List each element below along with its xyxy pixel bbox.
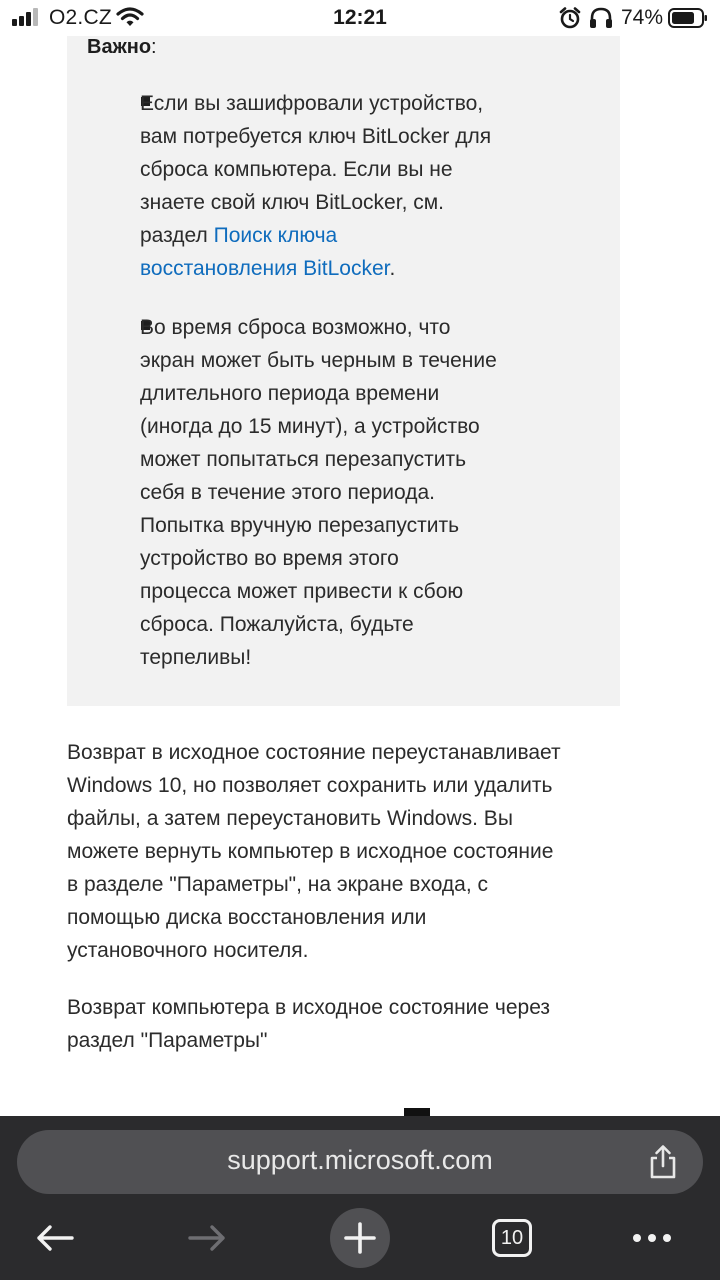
bullet-line: устройство во время этого: [140, 547, 399, 570]
tabs-button[interactable]: [482, 1208, 542, 1268]
address-bar[interactable]: [17, 1130, 703, 1194]
bullet-line: Если вы зашифровали устройство,: [140, 92, 484, 115]
carrier-name: O2.CZ: [49, 6, 112, 29]
important-notice: [67, 36, 620, 706]
bullet-line: сброса компьютера. Если вы не: [140, 158, 453, 181]
tab-count: 10: [492, 1219, 532, 1257]
bullet-line: Во время сброса возможно, что: [140, 316, 451, 339]
bullet-line: Попытка вручную перезапустить: [140, 514, 460, 537]
status-bar: [0, 0, 720, 36]
bullet-text: раздел: [140, 224, 214, 247]
plus-icon: [343, 1221, 377, 1255]
bullet-line: длительного периода времени: [140, 382, 440, 405]
bullet-line: (иногда до 15 минут), а устройство: [140, 415, 480, 438]
reset-description-paragraph: [67, 736, 647, 967]
paragraph-line: в разделе "Параметры", на экране входа, с: [67, 873, 489, 896]
alarm-icon: [558, 6, 582, 30]
headphones-icon: [588, 6, 614, 30]
paragraph-line: файлы, а затем переустановить Windows. Вы: [67, 807, 513, 830]
new-tab-button[interactable]: [330, 1208, 390, 1268]
notice-title-colon: :: [151, 36, 157, 58]
bullet-line: себя в течение этого периода.: [140, 481, 436, 504]
forward-button[interactable]: [177, 1208, 237, 1268]
bullet-line: [140, 252, 560, 285]
notice-title: [87, 36, 157, 59]
bullet-line: может попытаться перезапустить: [140, 448, 467, 471]
back-button[interactable]: [25, 1208, 85, 1268]
url-text: support.microsoft.com: [227, 1145, 493, 1175]
bullet-line: экран может быть черным в течение: [140, 349, 497, 372]
reset-via-settings-paragraph: [67, 991, 647, 1057]
paragraph-line: Возврат в исходное состояние переустанавливает: [67, 741, 561, 764]
browser-toolbar: [0, 1116, 720, 1280]
paragraph-line: установочного носителя.: [67, 939, 309, 962]
notice-title-text: Важно: [87, 36, 152, 58]
bullet-line: знаете свой ключ BitLocker, см.: [140, 191, 445, 214]
bitlocker-key-link-cont[interactable]: восстановления BitLocker: [140, 257, 390, 280]
bullet-line: сброса. Пожалуйста, будьте: [140, 613, 414, 636]
bullet-text: .: [389, 257, 396, 280]
bullet-line: терпеливы!: [140, 646, 252, 669]
battery-percent: 74%: [621, 6, 664, 29]
arrow-left-icon: [35, 1223, 75, 1253]
notice-bullet-1: [140, 87, 560, 285]
bullet-line: вам потребуется ключ BitLocker для: [140, 125, 492, 148]
battery-icon: [668, 8, 708, 28]
notice-bullet-2: [140, 311, 560, 674]
paragraph-line: Windows 10, но позволяет сохранить или удалить: [67, 774, 553, 797]
paragraph-line: Возврат компьютера в исходное состояние через: [67, 996, 551, 1019]
more-menu-button[interactable]: [622, 1208, 682, 1268]
paragraph-line: раздел "Параметры": [67, 1029, 268, 1052]
more-icon: [632, 1233, 672, 1243]
clock: 12:21: [333, 6, 387, 29]
share-icon[interactable]: [645, 1144, 681, 1180]
bullet-line: [140, 219, 560, 252]
paragraph-line: помощью диска восстановления или: [67, 906, 427, 929]
bullet-line: процесса может привести к сбою: [140, 580, 464, 603]
bitlocker-key-link[interactable]: Поиск ключа: [213, 224, 338, 247]
arrow-right-icon: [187, 1223, 227, 1253]
paragraph-line: можете вернуть компьютер в исходное состояние: [67, 840, 554, 863]
